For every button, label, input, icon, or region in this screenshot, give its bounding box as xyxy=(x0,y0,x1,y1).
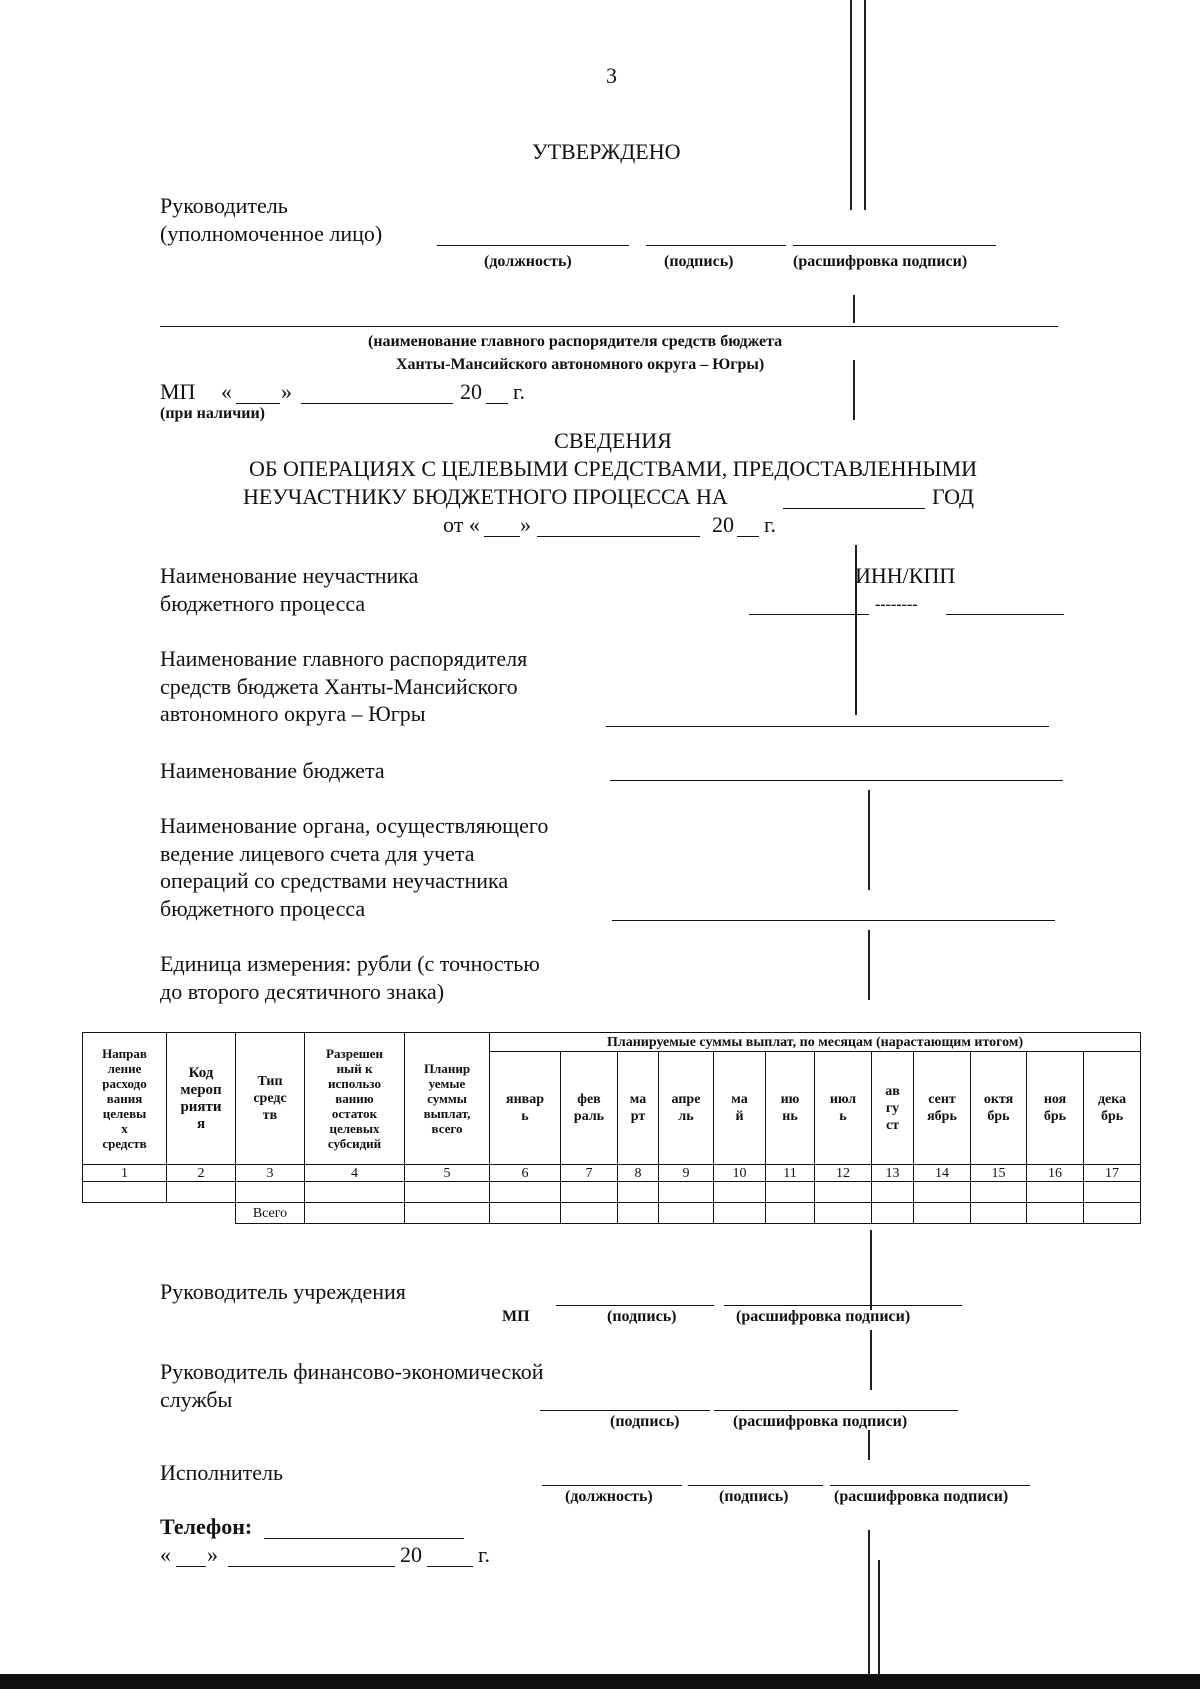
scan-bottom-edge xyxy=(0,1674,1200,1689)
blank-cell xyxy=(167,1203,236,1224)
month-header xyxy=(659,1052,714,1165)
scan-artifact-line xyxy=(850,0,852,210)
column-number: 16 xyxy=(1027,1165,1084,1182)
total-cell[interactable] xyxy=(714,1203,766,1224)
month-header-line: сент xyxy=(928,1092,956,1107)
phone-line xyxy=(264,1538,464,1539)
total-cell[interactable] xyxy=(659,1203,714,1224)
head-institution-label: Руководитель учреждения xyxy=(160,1279,406,1304)
month-header-line: ябрь xyxy=(927,1109,957,1124)
caption-position: (должность) xyxy=(484,253,572,270)
month-header xyxy=(618,1052,659,1165)
executor-decoding-line xyxy=(830,1485,1030,1486)
phone-label: Телефон: xyxy=(160,1514,253,1539)
report-year-line xyxy=(737,536,759,537)
caption-head-signature: (подпись) xyxy=(607,1308,677,1325)
footer-year-line xyxy=(427,1566,473,1567)
total-cell[interactable] xyxy=(405,1203,490,1224)
table-cell[interactable] xyxy=(83,1182,167,1203)
decoding-line xyxy=(793,245,996,246)
caption-org-line1: (наименование главного распорядителя средств бюджета xyxy=(368,333,783,350)
total-cell[interactable] xyxy=(1084,1203,1141,1224)
column-number: 13 xyxy=(872,1165,914,1182)
total-cell[interactable] xyxy=(914,1203,971,1224)
page-number: 3 xyxy=(606,63,617,88)
header-direction-text-line: средств xyxy=(102,1136,147,1151)
header-planned-total-text xyxy=(406,1061,488,1136)
header-fund-type-text-line: средс xyxy=(253,1091,287,1106)
planned-payments-table xyxy=(82,1032,1141,1224)
caption-executor-signature: (подпись) xyxy=(719,1488,789,1505)
organ-label: Наименование органа, осуществляющего ведение лицевого счета для учета операций со средствами неучастника бюджетного процесса xyxy=(160,813,549,921)
footer-month-line xyxy=(228,1566,395,1567)
manager-name-line xyxy=(606,726,1049,727)
column-number: 7 xyxy=(561,1165,618,1182)
month-line xyxy=(301,403,453,404)
table-cell[interactable] xyxy=(1027,1182,1084,1203)
table-cell[interactable] xyxy=(815,1182,872,1203)
kpp-line xyxy=(946,614,1064,615)
table-cell[interactable] xyxy=(561,1182,618,1203)
month-header-line: октя xyxy=(983,1092,1014,1107)
table-cell[interactable] xyxy=(659,1182,714,1203)
scan-artifact-line xyxy=(868,790,870,890)
month-header-line: брь xyxy=(987,1109,1010,1124)
position-line xyxy=(437,245,629,246)
executor-signature-line xyxy=(688,1485,823,1486)
header-planned-total-text-line: Планир xyxy=(423,1061,471,1076)
header-allowed-balance-text-line: ный к xyxy=(336,1061,373,1076)
total-cell[interactable] xyxy=(305,1203,405,1224)
month-header xyxy=(872,1052,914,1165)
blank-cell xyxy=(83,1203,167,1224)
head-signature-line xyxy=(556,1305,714,1306)
month-header-line: рт xyxy=(630,1109,646,1124)
caption-head-decoding: (расшифровка подписи) xyxy=(736,1308,911,1325)
year-prefix: 20 xyxy=(460,379,482,404)
month-header xyxy=(815,1052,872,1165)
table-cell[interactable] xyxy=(914,1182,971,1203)
manager-label: Наименование главного распорядителя средств бюджета Ханты-Мансийского автономного округа – Югры xyxy=(160,646,528,726)
total-label: Всего xyxy=(236,1203,305,1224)
approval-head-label: Руководитель (уполномоченное лицо) xyxy=(160,193,383,246)
organ-name-line xyxy=(612,920,1055,921)
header-fund-type-text xyxy=(237,1073,303,1124)
report-title-year-word: ГОД xyxy=(932,484,974,509)
column-number: 5 xyxy=(405,1165,490,1182)
total-cell[interactable] xyxy=(618,1203,659,1224)
scan-artifact-line xyxy=(868,930,870,1000)
header-direction-text xyxy=(84,1046,165,1151)
table-cell[interactable] xyxy=(167,1182,236,1203)
caption-executor-position: (должность) xyxy=(565,1488,653,1505)
header-event-code-text-line: рияти xyxy=(180,1098,222,1115)
month-header-line: ль xyxy=(678,1109,694,1124)
header-direction-text-line: целевы xyxy=(102,1106,147,1121)
column-number: 14 xyxy=(914,1165,971,1182)
month-header-line: ст xyxy=(885,1117,900,1133)
fin-decoding-line xyxy=(714,1410,958,1411)
signature-line xyxy=(646,245,786,246)
month-header-line: июл xyxy=(829,1092,857,1107)
scan-artifact-line xyxy=(878,1560,880,1675)
column-number: 17 xyxy=(1084,1165,1141,1182)
table-cell[interactable] xyxy=(618,1182,659,1203)
month-header xyxy=(714,1052,766,1165)
report-title-line1: СВЕДЕНИЯ xyxy=(554,428,672,453)
total-cell[interactable] xyxy=(561,1203,618,1224)
report-title-line3: НЕУЧАСТНИКУ БЮДЖЕТНОГО ПРОЦЕССА НА xyxy=(243,484,728,509)
month-header xyxy=(971,1052,1027,1165)
column-number: 3 xyxy=(236,1165,305,1182)
column-number: 12 xyxy=(815,1165,872,1182)
caption-executor-decoding: (расшифровка подписи) xyxy=(834,1488,1009,1505)
header-allowed-balance xyxy=(305,1033,405,1165)
total-cell[interactable] xyxy=(872,1203,914,1224)
scan-artifact-line xyxy=(864,0,866,210)
month-header-line: ию xyxy=(780,1092,800,1107)
fin-head-label: Руководитель финансово-экономической службы xyxy=(160,1359,544,1412)
month-header xyxy=(1084,1052,1141,1165)
column-numbers-row xyxy=(83,1165,1141,1182)
scan-artifact-line xyxy=(853,295,855,323)
footer-year-suffix: г. xyxy=(478,1542,491,1567)
month-header-line: дека xyxy=(1097,1092,1127,1107)
header-event-code-text-line: мероп xyxy=(180,1081,222,1098)
month-header-line: ма xyxy=(731,1092,748,1107)
column-number: 8 xyxy=(618,1165,659,1182)
footer-date-open: « xyxy=(160,1542,171,1567)
caption-fin-decoding: (расшифровка подписи) xyxy=(733,1413,908,1430)
header-direction-text-line: расходо xyxy=(102,1076,147,1091)
date-close-quote: » xyxy=(281,379,292,404)
approval-title: УТВЕРЖДЕНО xyxy=(532,139,681,164)
header-allowed-balance-text-line: ванию xyxy=(335,1091,374,1106)
mp-label: МП xyxy=(160,379,196,404)
report-year-line xyxy=(783,508,925,509)
total-cell[interactable] xyxy=(971,1203,1027,1224)
month-header-line: гу xyxy=(885,1100,900,1116)
table-cell[interactable] xyxy=(971,1182,1027,1203)
budget-name-line xyxy=(610,780,1063,781)
header-event-code-text-line: Код xyxy=(188,1064,214,1081)
header-allowed-balance-text-line: целевых xyxy=(329,1121,380,1136)
report-year-prefix: 20 xyxy=(712,512,734,537)
table-row xyxy=(83,1182,1141,1203)
header-event-code-text xyxy=(168,1065,234,1133)
total-cell[interactable] xyxy=(490,1203,561,1224)
table-cell[interactable] xyxy=(714,1182,766,1203)
table-cell[interactable] xyxy=(490,1182,561,1203)
footer-day-line xyxy=(176,1566,206,1567)
scan-artifact-line xyxy=(870,1230,872,1310)
report-month-line xyxy=(537,536,700,537)
header-allowed-balance-text-line: использо xyxy=(328,1076,381,1091)
caption-org-line2: Ханты-Мансийского автономного округа – Югры) xyxy=(396,356,765,373)
day-line xyxy=(236,403,280,404)
header-direction-text-line: ление xyxy=(107,1061,142,1076)
report-date-prefix: от « xyxy=(443,512,480,537)
month-header-line: ав xyxy=(885,1083,900,1099)
footer-date-close: » xyxy=(207,1542,218,1567)
scan-artifact-line xyxy=(870,1330,872,1390)
month-header-line: ноя xyxy=(1043,1092,1067,1107)
month-header-line: январ xyxy=(506,1092,544,1107)
header-allowed-balance-text xyxy=(306,1046,403,1151)
month-header-line: апре xyxy=(671,1092,701,1107)
caption-decoding: (расшифровка подписи) xyxy=(793,253,968,270)
total-cell[interactable] xyxy=(815,1203,872,1224)
footer-year-prefix: 20 xyxy=(400,1542,422,1567)
table-cell[interactable] xyxy=(1084,1182,1141,1203)
column-number: 15 xyxy=(971,1165,1027,1182)
header-direction-text-line: х xyxy=(121,1121,128,1136)
month-header xyxy=(490,1052,561,1165)
month-header xyxy=(1027,1052,1084,1165)
total-cell[interactable] xyxy=(1027,1203,1084,1224)
column-number: 10 xyxy=(714,1165,766,1182)
caption-signature: (подпись) xyxy=(664,253,734,270)
header-allowed-balance-text-line: субсидий xyxy=(327,1136,382,1151)
month-header-line: ь xyxy=(521,1109,529,1124)
header-direction xyxy=(83,1033,167,1165)
column-number: 2 xyxy=(167,1165,236,1182)
report-date-close: » xyxy=(520,512,531,537)
column-number: 11 xyxy=(766,1165,815,1182)
report-day-line xyxy=(484,536,520,537)
if-present-caption: (при наличии) xyxy=(160,405,266,422)
table-cell[interactable] xyxy=(872,1182,914,1203)
header-direction-text-line: вания xyxy=(106,1091,143,1106)
report-title-line2: ОБ ОПЕРАЦИЯХ С ЦЕЛЕВЫМИ СРЕДСТВАМИ, ПРЕДОСТАВЛЕННЫМИ xyxy=(248,456,978,481)
month-header-line: нь xyxy=(782,1109,798,1124)
org-name-line xyxy=(160,326,1058,327)
table-cell[interactable] xyxy=(305,1182,405,1203)
executor-label: Исполнитель xyxy=(160,1460,284,1485)
header-planned-months: Планируемые суммы выплат, по месяцам (нарастающим итогом) xyxy=(490,1033,1141,1052)
month-header xyxy=(914,1052,971,1165)
month-header xyxy=(766,1052,815,1165)
column-number: 6 xyxy=(490,1165,561,1182)
header-event-code-text-line: я xyxy=(196,1115,206,1132)
executor-position-line xyxy=(542,1485,682,1486)
month-header-line: фев xyxy=(577,1092,601,1107)
date-open-quote: « xyxy=(221,379,232,404)
header-planned-total-text-line: выплат, xyxy=(423,1106,471,1121)
table-cell[interactable] xyxy=(766,1182,815,1203)
header-planned-total xyxy=(405,1033,490,1165)
month-header-line: ь xyxy=(839,1109,847,1124)
caption-fin-signature: (подпись) xyxy=(610,1413,680,1430)
month-header-line: раль xyxy=(573,1109,605,1124)
column-number: 1 xyxy=(83,1165,167,1182)
inn-kpp-label: ИНН/КПП xyxy=(855,563,956,588)
total-row xyxy=(83,1203,1141,1224)
inn-kpp-dashes: -------- xyxy=(875,596,918,613)
month-header-line: брь xyxy=(1100,1109,1124,1124)
unit-label: Единица измерения: рубли (с точностью до второго десятичного знака) xyxy=(160,951,540,1004)
scan-artifact-line xyxy=(868,1430,870,1460)
budget-label: Наименование бюджета xyxy=(160,758,385,783)
participant-label: Наименование неучастника бюджетного процесса xyxy=(160,563,419,616)
month-header-line: ма xyxy=(629,1092,647,1107)
participant-name-line xyxy=(749,614,869,615)
year-line xyxy=(486,403,508,404)
table-cell[interactable] xyxy=(236,1182,305,1203)
header-allowed-balance-text-line: остаток xyxy=(331,1106,378,1121)
header-allowed-balance-text-line: Разрешен xyxy=(326,1046,383,1061)
fin-signature-line xyxy=(540,1410,710,1411)
header-fund-type xyxy=(236,1033,305,1165)
scan-artifact-line xyxy=(853,360,855,420)
header-planned-total-text-line: суммы xyxy=(427,1091,467,1106)
scan-artifact-line xyxy=(868,1530,870,1675)
header-fund-type-text-line: тв xyxy=(262,1108,278,1123)
month-header-line: й xyxy=(735,1109,744,1124)
year-suffix: г. xyxy=(513,379,526,404)
month-header-line: брь xyxy=(1043,1109,1067,1124)
column-number: 4 xyxy=(305,1165,405,1182)
table-cell[interactable] xyxy=(405,1182,490,1203)
header-planned-total-text-line: уемые xyxy=(428,1076,466,1091)
report-year-suffix: г. xyxy=(764,512,777,537)
header-fund-type-text-line: Тип xyxy=(257,1074,283,1089)
header-event-code xyxy=(167,1033,236,1165)
header-direction-text-line: Направ xyxy=(102,1046,147,1061)
column-number: 9 xyxy=(659,1165,714,1182)
head-decoding-line xyxy=(724,1305,962,1306)
month-header xyxy=(561,1052,618,1165)
header-planned-total-text-line: всего xyxy=(431,1121,463,1136)
total-cell[interactable] xyxy=(766,1203,815,1224)
mp-stamp-label: МП xyxy=(502,1308,530,1325)
